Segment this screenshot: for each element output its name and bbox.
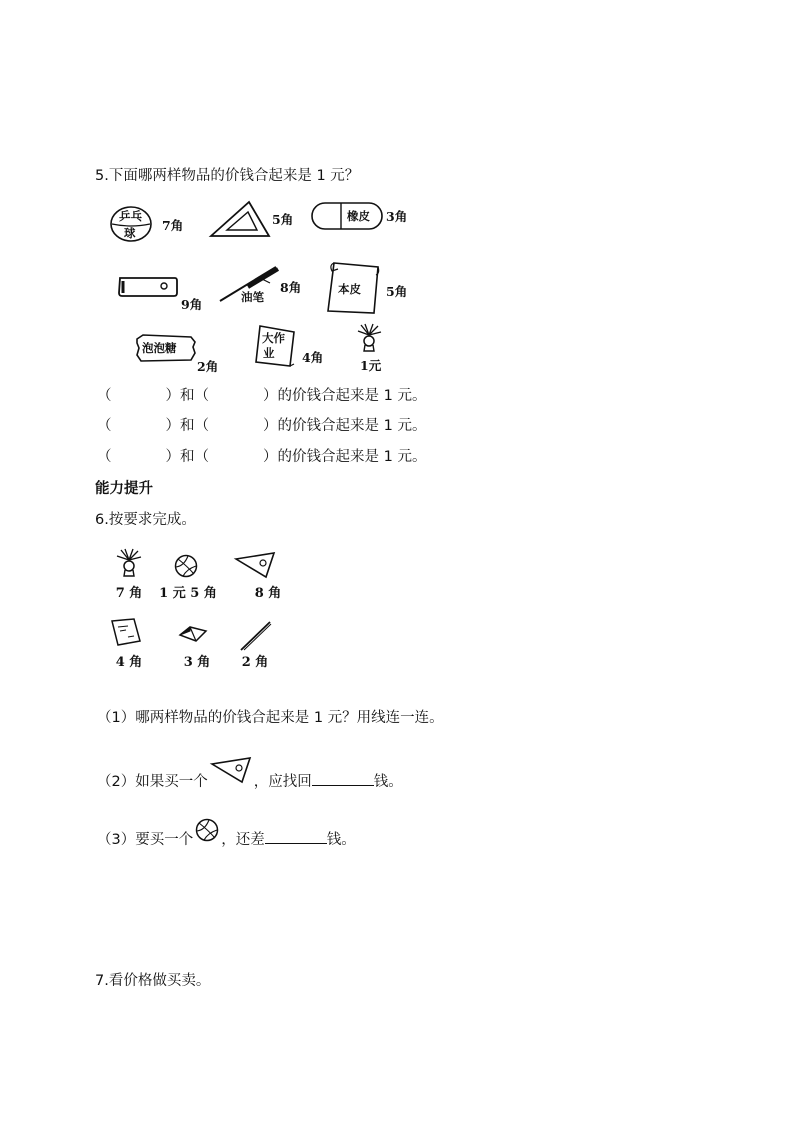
price-label: 3角	[386, 209, 408, 224]
section-heading: 能力提升	[95, 481, 153, 497]
book-cover-icon	[324, 261, 380, 319]
bubble-gum-label: 泡泡糖	[142, 341, 177, 355]
price-label: 4角	[302, 350, 324, 365]
q5-title: 5.下面哪两样物品的价钱合起来是 1 元？	[95, 168, 360, 184]
pen-label: 油笔	[241, 290, 264, 304]
price-label: 1 元 5 角	[159, 586, 217, 601]
pingpong-label-bottom: 球	[124, 226, 136, 240]
pingpong-ball-icon	[110, 206, 152, 246]
triangle-ruler-icon	[234, 551, 278, 583]
price-label: 7 角	[115, 586, 143, 601]
price-label: 3 角	[183, 655, 211, 670]
book-cover-label: 本皮	[338, 282, 361, 296]
price-label: 9角	[181, 297, 203, 312]
price-label: 5角	[272, 212, 294, 227]
q6-sub2: （2）如果买一个 ，应找回 钱。	[97, 766, 403, 798]
price-label: 1元	[360, 358, 382, 373]
answer-blank[interactable]	[312, 771, 374, 786]
price-label: 8角	[280, 280, 302, 295]
triangle-ruler-icon	[210, 766, 252, 798]
homework-book-icon	[254, 324, 298, 372]
price-label: 8 角	[254, 586, 282, 601]
ball-icon	[174, 554, 198, 582]
q6-title: 6.按要求完成。	[95, 512, 196, 528]
answer-blank[interactable]	[265, 829, 327, 844]
q6-sub3: （3）要买一个 ，还差 钱。	[97, 826, 356, 854]
answer-line: （ ）和（ ）的价钱合起来是 1 元。	[97, 449, 427, 465]
price-label: 4 角	[115, 655, 143, 670]
answer-line: （ ）和（ ）的价钱合起来是 1 元。	[97, 388, 427, 404]
answer-line: （ ）和（ ）的价钱合起来是 1 元。	[97, 418, 427, 434]
eraser-icon	[178, 625, 208, 647]
notebook-icon	[110, 617, 142, 651]
ball-icon	[195, 826, 219, 854]
pencil-box-icon	[117, 273, 179, 303]
homework-label-bottom: 业	[263, 346, 275, 360]
price-label: 2 角	[241, 655, 269, 670]
homework-label-top: 大作	[262, 331, 285, 345]
toy-plant-icon	[115, 548, 143, 582]
pingpong-label-top: 乒乓	[119, 209, 142, 223]
price-label: 7角	[162, 218, 184, 233]
price-label: 2角	[197, 359, 219, 374]
eraser-label: 橡皮	[347, 209, 370, 223]
bubble-gum-icon	[135, 333, 197, 367]
triangle-ruler-icon	[209, 200, 271, 242]
toy-plant-icon	[356, 323, 382, 357]
price-label: 5角	[386, 284, 408, 299]
q6-sub1: （1）哪两样物品的价钱合起来是 1 元？用线连一连。	[97, 710, 444, 726]
q7-title: 7.看价格做买卖。	[95, 973, 211, 989]
eraser-icon	[311, 202, 383, 234]
